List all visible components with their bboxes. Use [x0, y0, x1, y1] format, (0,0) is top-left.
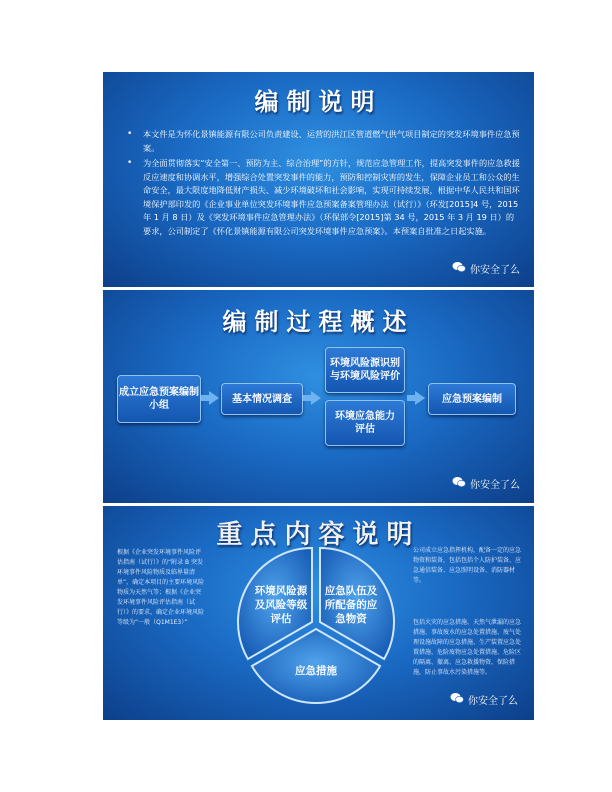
slide3-title: 重点内容说明 — [216, 520, 421, 550]
watermark — [450, 692, 518, 707]
pie-label-risk-line: 环境风险源 — [254, 585, 308, 597]
slide1-title: 编制说明 — [254, 88, 383, 116]
flow-box-form-group — [117, 375, 201, 423]
flow-arrow-icon — [311, 391, 321, 405]
flow-arrow-icon — [209, 391, 219, 405]
watermark — [452, 261, 520, 276]
right-description-top: 公司成立应急指挥机构，配备一定的应急物资和装备，包括包括个人防护装备、应急通信装备、应急照明设备、消防器材等。 — [413, 547, 522, 584]
bullet-text: 为全面贯彻落实“安全第一、预防为主、综合治理”的方针，规范应急管理工作，提高突发事件的应急救援反应速度和协调水平，增强综合处置突发事件的能力，预防和控制灾害的发生，保障企业员工和公众的生命安全，最大限度地降低财产损失、减少环境破坏和社会影响，实现可持续发展，根据中华人民共和国环境保护部印发的《企业事业单位突发环境事件应急预案备案管理办法（试行）》（环发[2015]4 号，2015 年 1 月 8 日）及《突发环境事件应急管理办法》（环保部令[2015]第 34 号，2015 年 3 月 19 日）的要求，公司制定了《怀化景镇能源有限公司突发环境事件应急预案》。本预案自批准之日起实施。 — [143, 158, 520, 236]
wechat-icon — [452, 261, 466, 276]
flow-box-label: 成立应急预案编制小组 — [119, 387, 199, 411]
watermark-text: 你安全了么 — [468, 696, 518, 707]
watermark-text: 你安全了么 — [470, 480, 520, 491]
pie-label-team-line: 应急队伍及 — [324, 585, 378, 597]
flow-box-compile — [428, 383, 516, 415]
key-content-pie — [221, 542, 411, 712]
bullet-dot-icon: • — [127, 158, 133, 168]
pie-label-team-line: 急物资 — [335, 613, 367, 625]
bullet-item — [125, 128, 520, 155]
flow-box-survey — [221, 383, 303, 415]
bullet-text: 本文件是为怀化景镇能源有限公司负责建设、运营的洪江区管道燃气供气项目制定的突发环境事件应急预案。 — [143, 129, 520, 153]
slide1-bullet-list — [125, 128, 520, 240]
slide2-title: 编制过程概述 — [222, 308, 415, 336]
wechat-icon — [450, 692, 464, 707]
slide-key-content — [103, 506, 534, 720]
pie-label-team-line: 所配备的应 — [324, 599, 378, 611]
flow-box-label: 环境应急能力评估 — [335, 411, 395, 435]
bullet-item — [125, 157, 520, 238]
pie-label-measures: 应急措施 — [295, 665, 337, 677]
flow-box-label: 应急预案编制 — [442, 393, 502, 405]
left-description: 根据《企业突发环境事件风险评估指南（试行）》的“附录 B 突发环境事件风险物质及临界量清单”，确定本项目的主要环境风险物质为天然气等；根据《企业突发环境事件风险评估指南（试行）》的要求，确定企业环境风险等级为“一般（Q1M1E3）” — [117, 549, 205, 626]
right-description-bottom: 包括火灾的应急措施、天然气泄漏的应急措施、事故废水的应急处置措施、废气处理设施故障的应急措施、生产装置应急处置措施、危险废物应急处置措施、危险区的隔离、撤离、应急救援物资、保险措施，防止事故水污染措施等。 — [413, 619, 522, 676]
flow-box-capacity-assess — [325, 400, 405, 446]
slide-compilation-notes — [103, 72, 534, 287]
flow-box-risk-identify — [325, 347, 405, 393]
wechat-icon — [452, 476, 466, 491]
bullet-dot-icon: • — [127, 129, 133, 139]
slide-process-overview — [103, 290, 534, 503]
flow-box-label: 环境风险源识别与环境风险评价 — [330, 358, 400, 382]
pie-label-risk-line: 评估 — [270, 613, 292, 625]
flow-arrow-icon — [415, 391, 425, 405]
flow-box-label: 基本情况调查 — [232, 393, 292, 405]
watermark-text: 你安全了么 — [470, 265, 520, 276]
pie-label-risk-line: 及风险等级 — [254, 599, 308, 611]
watermark — [452, 476, 520, 491]
